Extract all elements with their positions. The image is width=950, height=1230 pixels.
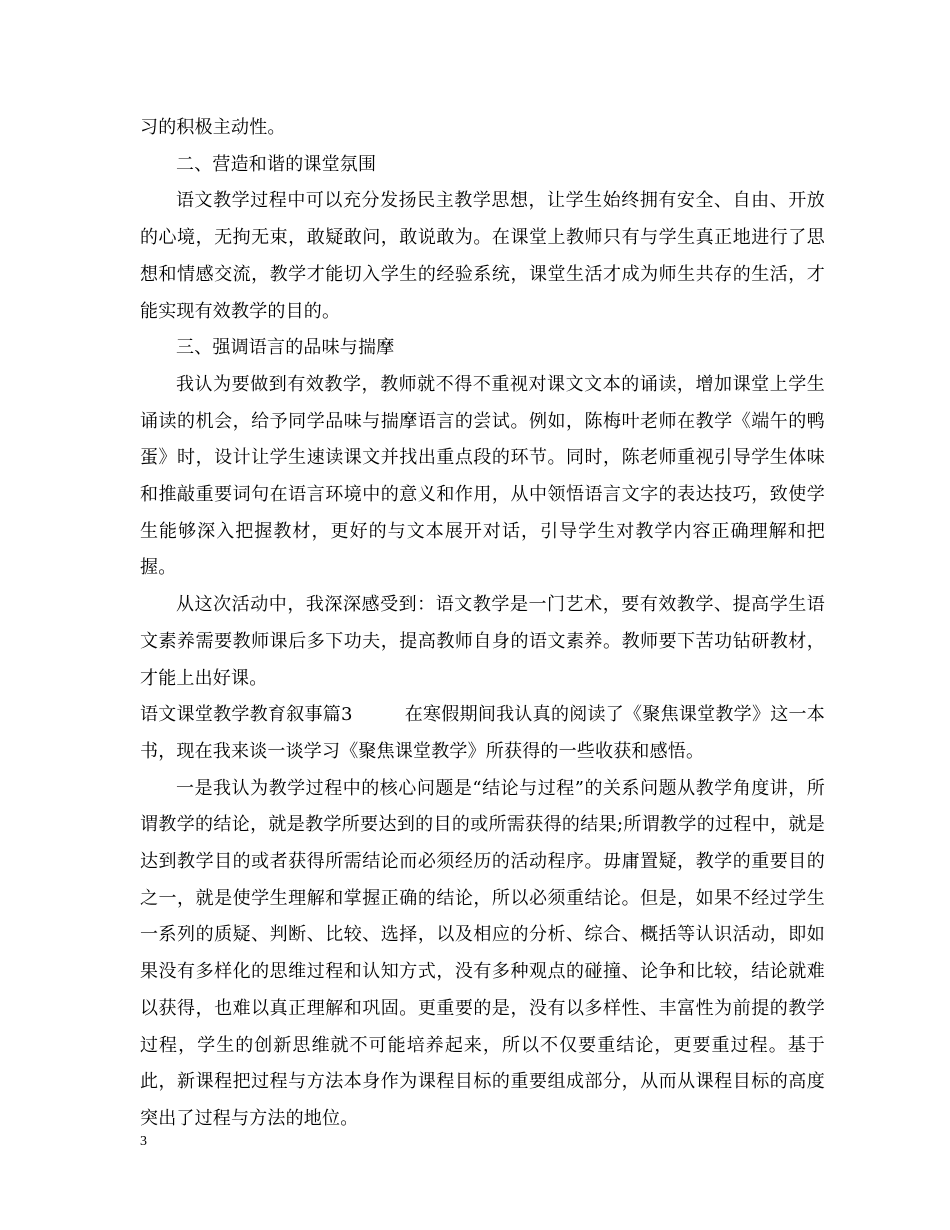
page-number: 3 [140, 1134, 147, 1149]
article-intro-text: 在寒假期间我认真的阅读了《聚焦课堂教学》这一本书，现在我来谈一谈学习《聚焦课堂教学》所获得的一些收获和感悟。 [140, 704, 825, 762]
paragraph: 我认为要做到有效教学，教师就不得不重视对课文文本的诵读，增加课堂上学生诵读的机会，给予同学品味与揣摩语言的尝试。例如，陈梅叶老师在教学《端午的鸭蛋》时，设计让学生速读课文并找出重点段的环节。同时，陈老师重视引导学生体味和推敲重要词句在语言环境中的意义和作用，从中领悟语言文字的表达技巧，致使学生能够深入把握教材，更好的与文本展开对话，引导学生对教学内容正确理解和把握。 [140, 373, 825, 579]
document-body [140, 110, 825, 1138]
section-heading-2: 二、营造和谐的课堂氛围 [176, 153, 377, 175]
paragraph: 一是我认为教学过程中的核心问题是“结论与过程”的关系问题从教学角度讲，所谓教学的结论，就是教学所要达到的目的或所需获得的结果;所谓教学的过程中，就是达到教学目的或者获得所需结论而必须经历的活动程序。毋庸置疑，教学的重要目的之一，就是使学生理解和掌握正确的结论，所以必须重结论。但是，如果不经过学生一系列的质疑、判断、比较、选择，以及相应的分析、综合、概括等认识活动，即如果没有多样化的思维过程和认知方式，没有多种观点的碰撞、论争和比较，结论就难以获得，也难以真正理解和巩固。更重要的是，没有以多样性、丰富性为前提的教学过程，学生的创新思维就不可能培养起来，所以不仅要重结论，更要重过程。基于此，新课程把过程与方法本身作为课程目标的重要组成部分，从而从课程目标的高度突出了过程与方法的地位。 [140, 777, 825, 1129]
paragraph: 从这次活动中，我深深感受到：语文教学是一门艺术，要有效教学、提高学生语文素养需要教师课后多下功夫，提高教师自身的语文素养。教师要下苦功钻研教材，才能上出好课。 [140, 594, 825, 689]
article-title: 语文课堂教学教育叙事篇3 [140, 704, 353, 726]
article-intro [140, 697, 825, 770]
paragraph-continuation: 习的积极主动性。 [140, 117, 286, 138]
section-heading-3: 三、强调语言的品味与揣摩 [176, 337, 395, 359]
paragraph: 语文教学过程中可以充分发扬民主教学思想，让学生始终拥有安全、自由、开放的心境，无拘无束，敢疑敢问，敢说敢为。在课堂上教师只有与学生真正地进行了思想和情感交流，教学才能切入学生的经验系统，课堂生活才成为师生共存的生活，才能实现有效教学的目的。 [140, 190, 825, 322]
